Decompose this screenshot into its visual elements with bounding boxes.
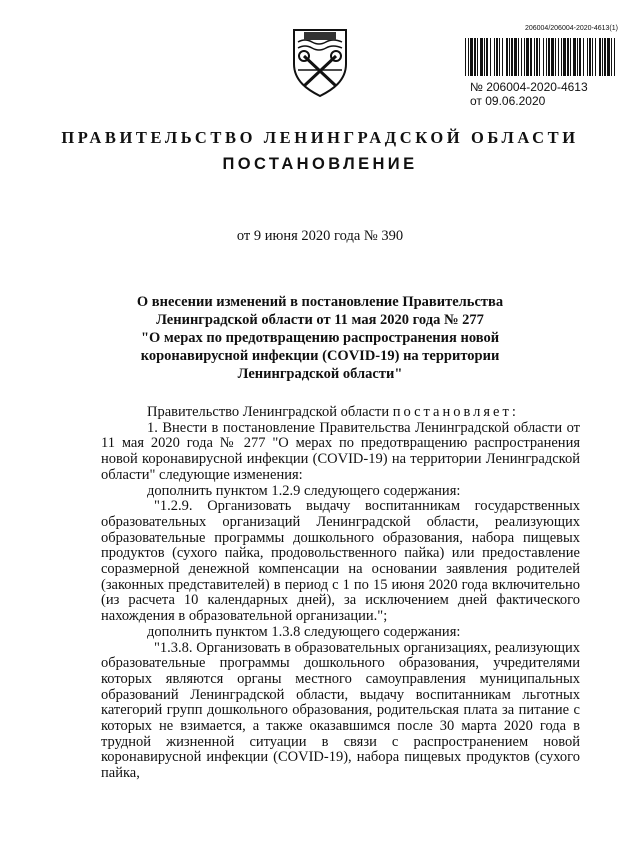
barcode-bar: [555, 38, 556, 76]
title-line: Ленинградской области": [237, 366, 403, 382]
barcode-bar: [611, 38, 612, 76]
registration-date: от 09.06.2020: [470, 94, 546, 108]
barcode-bar: [579, 38, 581, 76]
barcode-bar: [474, 38, 476, 76]
barcode-bar: [577, 38, 578, 76]
barcode-bar: [607, 38, 610, 76]
barcode-bar: [506, 38, 508, 76]
barcode-bar: [496, 38, 498, 76]
title-line: О внесении изменений в постановление Правительства: [136, 294, 504, 310]
barcode-bar: [470, 38, 473, 76]
barcode-bar: [468, 38, 469, 76]
barcode-bar: [546, 38, 547, 76]
barcode-bar: [589, 38, 591, 76]
barcode-bar: [530, 38, 532, 76]
clause-1-2-9: "1.2.9. Организовать выдачу воспитанникам государственных образовательных организаций Ленинградской области, реализующих образовательные программы дошкольного образования, набора пищевых продуктов (сухого пайка, продовольственного пайка) или предоставление соразмерной денежной компенсации на основании заявления родителей (законных представителей) в период с 1 по 15 июня 2020 года включительно (из расчета 10 календарных дней), за исключением дней фактического нахождения в образовательной организации.";: [101, 498, 580, 625]
barcode-bar: [573, 38, 576, 76]
barcode-bar: [539, 38, 540, 76]
title-line: "О мерах по предотвращению распространения новой: [140, 330, 500, 346]
clause-1-3-8: "1.3.8. Организовать в образовательных организациях, реализующих образовательные программы дошкольного образования, учредителями которых являются органы местного самоуправления муниципальных образований Ленинградской области, выдачу воспитанникам льготных категорий групп дошкольного образования, родительская плата за питание с которых не взимается, а также оказавшимся после 30 марта 2020 года в трудной жизненной ситуации в связи с распространением новой коронавирусной инфекции (COVID-19), набора пищевых продуктов (сухого пайка,: [101, 639, 580, 782]
government-name: ПРАВИТЕЛЬСТВО ЛЕНИНГРАДСКОЙ ОБЛАСТИ: [61, 128, 579, 147]
document-code: 206004/206004-2020-4613(1): [524, 25, 618, 32]
document-title: [120, 293, 520, 383]
barcode-bar: [558, 38, 559, 76]
barcode-bar: [511, 38, 513, 76]
barcode-icon: [465, 38, 615, 76]
title-line: коронавирусной инфекции (COVID-19) на территории: [140, 348, 500, 364]
barcode-bar: [490, 38, 491, 76]
barcode-bar: [567, 38, 569, 76]
barcode-bar: [604, 38, 606, 76]
barcode-bar: [563, 38, 566, 76]
barcode-bar: [592, 38, 593, 76]
barcode-bar: [595, 38, 596, 76]
barcode-bar: [502, 38, 503, 76]
registration-number: № 206004-2020-4613: [470, 80, 588, 94]
barcode-bar: [484, 38, 485, 76]
document-type: ПОСТАНОВЛЕНИЕ: [222, 155, 418, 173]
resolution-intro: Правительство Ленинградской области постановляет:: [147, 404, 519, 420]
barcode-bar: [599, 38, 601, 76]
barcode-bar: [551, 38, 554, 76]
paragraph-add-1-2-9: дополнить пунктом 1.2.9 следующего содержания:: [147, 482, 461, 499]
barcode-bar: [486, 38, 488, 76]
barcode-bar: [583, 38, 584, 76]
registration-stamp: [470, 80, 588, 108]
barcode-bar: [465, 38, 466, 76]
barcode-bar: [499, 38, 500, 76]
barcode-bar: [570, 38, 571, 76]
barcode-bar: [521, 38, 522, 76]
document-body: [101, 405, 580, 782]
barcode-bar: [536, 38, 538, 76]
barcode-bar: [534, 38, 535, 76]
barcode-bar: [477, 38, 478, 76]
barcode-bar: [543, 38, 544, 76]
barcode-bar: [548, 38, 550, 76]
barcode-bar: [602, 38, 603, 76]
barcode-bar: [587, 38, 588, 76]
barcode-bar: [518, 38, 519, 76]
barcode-bar: [509, 38, 510, 76]
barcode-bar: [561, 38, 562, 76]
coat-of-arms-icon: [290, 26, 350, 98]
paragraph-1: 1. Внести в постановление Правительства Ленинградской области от 11 мая 2020 года № 277 "О мерах по предотвращению распространения новой коронавирусной инфекции (COVID-19) на территории Ленинградской области" следующие изменения:: [101, 419, 580, 483]
barcode-bar: [494, 38, 495, 76]
barcode-bar: [524, 38, 525, 76]
title-line: Ленинградской области от 11 мая 2020 года № 277: [156, 312, 484, 328]
paragraph-add-1-3-8: дополнить пунктом 1.3.8 следующего содержания:: [147, 623, 461, 640]
barcode-bar: [514, 38, 517, 76]
barcode-bar: [614, 38, 615, 76]
document-date-number: от 9 июня 2020 года № 390: [236, 228, 404, 244]
barcode-bar: [526, 38, 529, 76]
barcode-bar: [480, 38, 483, 76]
